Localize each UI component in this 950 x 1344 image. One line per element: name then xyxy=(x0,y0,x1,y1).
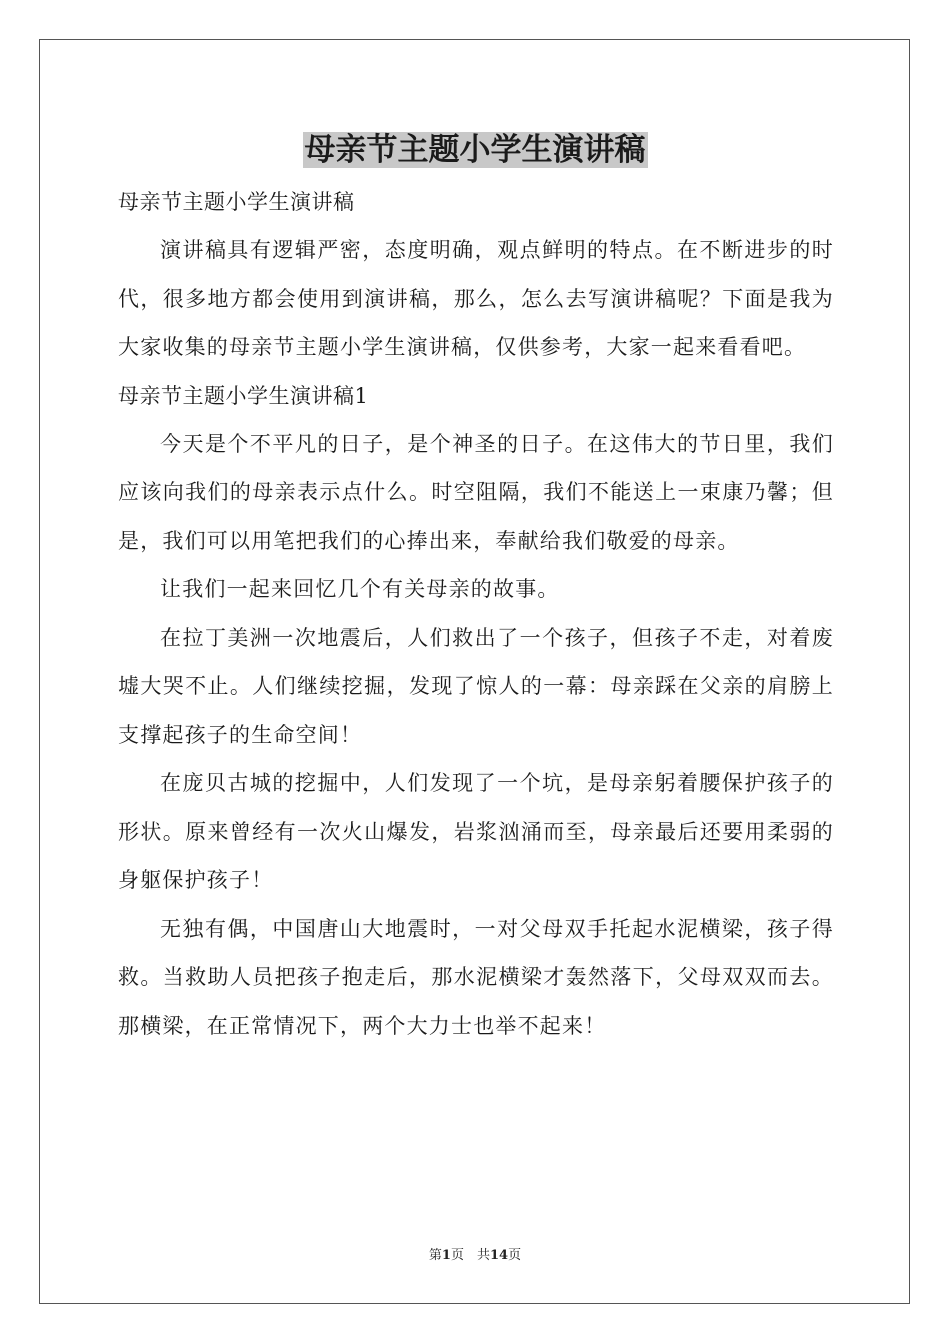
page-prefix: 第 xyxy=(428,1248,442,1263)
section-paragraph: 让我们一起来回忆几个有关母亲的故事。 xyxy=(160,577,560,601)
intro-paragraph: 演讲稿具有逻辑严密，态度明确，观点鲜明的特点。在不断进步的时代，很多地方都会使用到演讲稿，那么，怎么去写演讲稿呢？下面是我为大家收集的母亲节主题小学生演讲稿，仅供参考，大家一起来看看吧。 xyxy=(118,238,834,359)
page-footer xyxy=(0,1247,950,1265)
section-paragraph: 今天是个不平凡的日子，是个神圣的日子。在这伟大的节日里，我们应该向我们的母亲表示点什么。时空阻隔，我们不能送上一束康乃馨；但是，我们可以用笔把我们的心捧出来，奉献给我们敬爱的母亲。 xyxy=(118,431,834,553)
document-body xyxy=(118,178,834,1050)
document-title xyxy=(0,128,950,172)
page-mid: 页 共 xyxy=(450,1248,490,1263)
section-paragraph: 在拉丁美洲一次地震后，人们救出了一个孩子，但孩子不走，对着废墟大哭不止。人们继续挖掘，发现了惊人的一幕：母亲踩在父亲的肩膀上支撑起孩子的生命空间！ xyxy=(118,625,834,747)
page-suffix: 页 xyxy=(508,1248,522,1263)
section-heading: 母亲节主题小学生演讲稿1 xyxy=(118,383,369,408)
document-title-text: 母亲节主题小学生演讲稿 xyxy=(304,132,646,168)
section-paragraph: 无独有偶，中国唐山大地震时，一对父母双手托起水泥横梁，孩子得救。当救助人员把孩子抱走后，那水泥横梁才轰然落下，父母双双而去。那横梁，在正常情况下，两个大力士也举不起来！ xyxy=(118,916,834,1038)
page-current: 1 xyxy=(441,1248,451,1263)
document-subtitle: 母亲节主题小学生演讲稿 xyxy=(118,190,355,214)
page-total: 14 xyxy=(489,1248,509,1263)
section-paragraph: 在庞贝古城的挖掘中，人们发现了一个坑，是母亲躬着腰保护孩子的形状。原来曾经有一次火山爆发，岩浆汹涌而至，母亲最后还要用柔弱的身躯保护孩子！ xyxy=(118,771,834,892)
